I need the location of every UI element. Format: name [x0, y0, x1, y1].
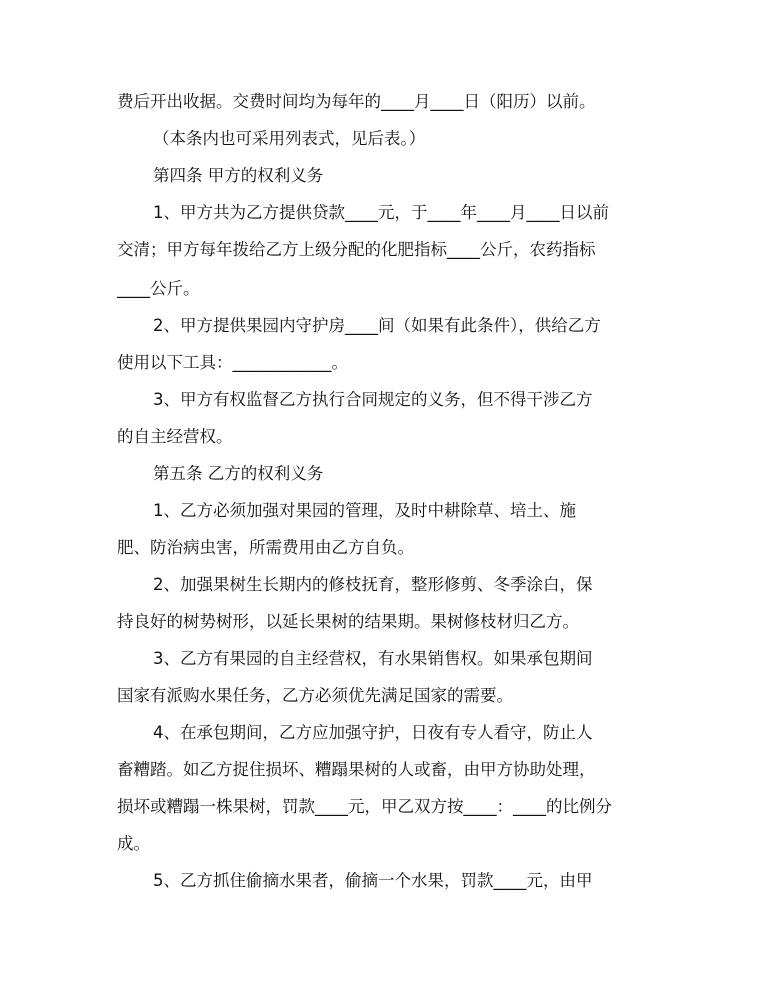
text-line: ____公斤。 — [117, 279, 200, 298]
text-line: 持良好的树势树形，以延长果树的结果期。果树修枝材归乙方。 — [117, 612, 579, 631]
text-line: 损坏或糟蹋一株果树，罚款____元，甲乙双方按____：____的比例分 — [117, 797, 612, 816]
text-line: 的自主经营权。 — [117, 427, 233, 446]
text-line: 5、乙方抓住偷摘水果者，偷摘一个水果，罚款____元，由甲 — [153, 871, 593, 890]
text-line: 2、加强果树生长期内的修枝抚育，整形修剪、冬季涂白，保 — [153, 575, 593, 594]
text-line: 2、甲方提供果园内守护房____间（如果有此条件），供给乙方 — [153, 316, 601, 335]
text-line: 1、甲方共为乙方提供贷款____元，于____年____月____日以前 — [153, 203, 609, 222]
section-heading: 第五条 乙方的权利义务 — [153, 464, 324, 483]
text-line: 3、甲方有权监督乙方执行合同规定的义务，但不得干涉乙方 — [153, 390, 593, 409]
text-line: 肥、防治病虫害，所需费用由乙方自负。 — [117, 538, 414, 557]
text-line: 使用以下工具：____________。 — [117, 353, 348, 372]
text-line: 成。 — [117, 834, 150, 853]
text-line: 交清；甲方每年拨给乙方上级分配的化肥指标____公斤，农药指标 — [117, 240, 596, 259]
text-line: 畜糟踏。如乙方捉住损坏、糟蹋果树的人或畜，由甲方协助处理， — [117, 760, 596, 779]
text-line: （本条内也可采用列表式，见后表。） — [153, 129, 426, 148]
text-line: 3、乙方有果园的自主经营权，有水果销售权。如果承包期间 — [153, 649, 593, 668]
text-line: 1、乙方必须加强对果园的管理，及时中耕除草、培土、施 — [153, 501, 576, 520]
text-line: 国家有派购水果任务，乙方必须优先满足国家的需要。 — [117, 686, 513, 705]
section-heading: 第四条 甲方的权利义务 — [153, 166, 324, 185]
text-line: 费后开出收据。交费时间均为每年的____月____日（阳历）以前。 — [117, 92, 596, 111]
text-line: 4、在承包期间，乙方应加强守护，日夜有专人看守，防止人 — [153, 723, 593, 742]
